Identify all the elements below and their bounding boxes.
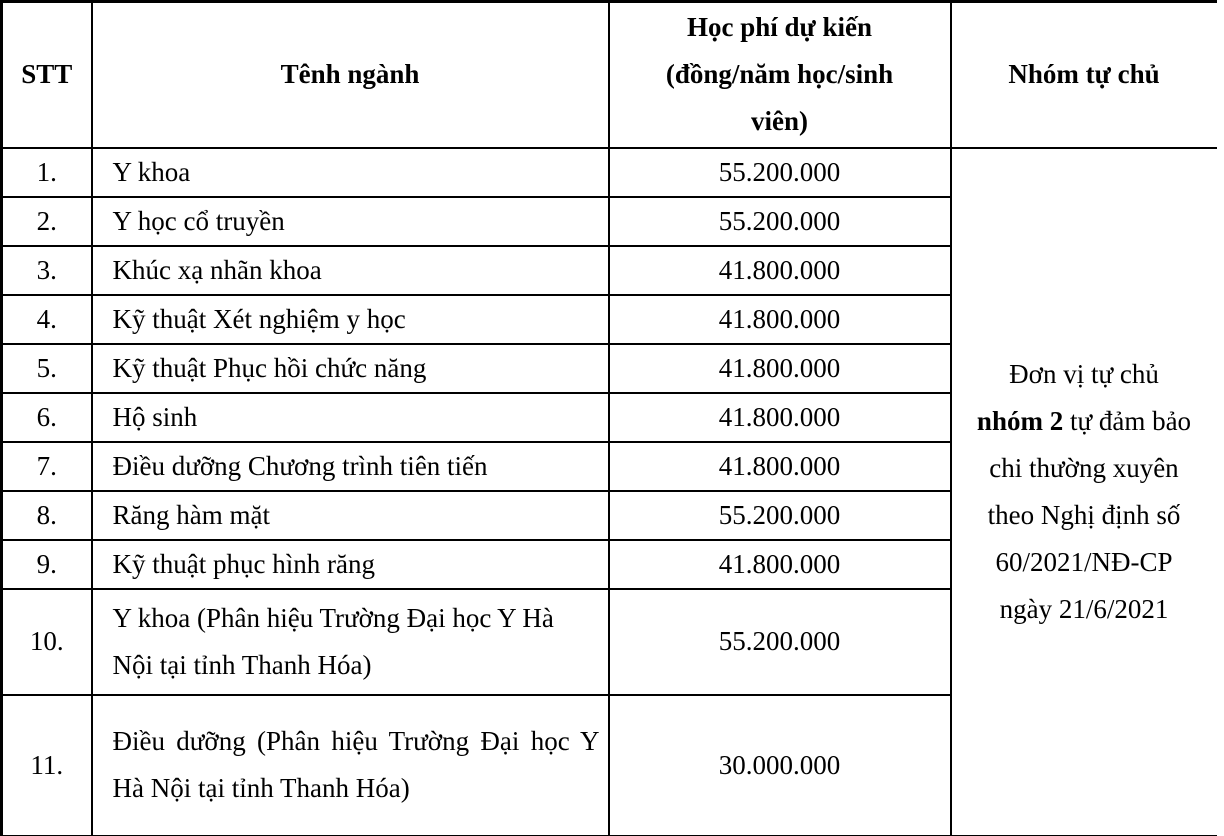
program-name-cell: Kỹ thuật phục hình răng — [92, 540, 609, 589]
program-name-cell: Hộ sinh — [92, 393, 609, 442]
tuition-fee-cell: 41.800.000 — [609, 344, 951, 393]
header-program-name-label: Tênh ngành — [280, 59, 420, 90]
stt-cell: 7. — [2, 442, 92, 491]
stt-cell: 3. — [2, 246, 92, 295]
program-name-cell: Y khoa (Phân hiệu Trường Đại học Y Hà Nội tại tỉnh Thanh Hóa) — [92, 589, 609, 695]
autonomy-note-suffix: tự đảm bảo chi thường xuyên theo Nghị định số 60/2021/NĐ-CP ngày 21/6/2021 — [987, 405, 1192, 624]
tuition-fee-cell: 55.200.000 — [609, 589, 951, 695]
autonomy-note-bold: nhóm 2 — [976, 405, 1064, 436]
stt-cell: 9. — [2, 540, 92, 589]
program-name-cell: Điều dưỡng (Phân hiệu Trường Đại học Y Hà Nội tại tỉnh Thanh Hóa) — [92, 695, 609, 836]
stt-cell: 4. — [2, 295, 92, 344]
tuition-fee-cell: 55.200.000 — [609, 197, 951, 246]
program-name-cell: Kỹ thuật Phục hồi chức năng — [92, 344, 609, 393]
header-tuition-fee-label: Học phí dự kiến (đồng/năm học/sinh viên) — [665, 12, 894, 137]
tuition-fee-cell: 55.200.000 — [609, 148, 951, 197]
header-program-name — [92, 2, 609, 148]
program-name-cell: Điều dưỡng Chương trình tiên tiến — [92, 442, 609, 491]
tuition-fee-cell: 41.800.000 — [609, 540, 951, 589]
stt-cell: 8. — [2, 491, 92, 540]
stt-cell: 11. — [2, 695, 92, 836]
tuition-fee-cell: 41.800.000 — [609, 393, 951, 442]
program-name-cell: Khúc xạ nhãn khoa — [92, 246, 609, 295]
header-stt — [2, 2, 92, 148]
tuition-fee-cell: 41.800.000 — [609, 295, 951, 344]
stt-cell: 2. — [2, 197, 92, 246]
tuition-fee-cell: 55.200.000 — [609, 491, 951, 540]
program-name-cell: Y khoa — [92, 148, 609, 197]
tuition-fee-cell: 41.800.000 — [609, 246, 951, 295]
header-row — [2, 2, 1217, 148]
autonomy-note — [977, 351, 1192, 633]
header-stt-label: STT — [21, 59, 73, 90]
table-row — [2, 148, 1217, 197]
program-name-cell: Răng hàm mặt — [92, 491, 609, 540]
tuition-fee-cell: 30.000.000 — [609, 695, 951, 836]
program-name-cell: Y học cổ truyền — [92, 197, 609, 246]
header-tuition-fee — [609, 2, 951, 148]
stt-cell: 6. — [2, 393, 92, 442]
table-body — [2, 148, 1217, 836]
stt-cell: 1. — [2, 148, 92, 197]
stt-cell: 10. — [2, 589, 92, 695]
header-autonomy-group — [951, 2, 1217, 148]
program-name-cell: Kỹ thuật Xét nghiệm y học — [92, 295, 609, 344]
stt-cell: 5. — [2, 344, 92, 393]
tuition-fee-cell: 41.800.000 — [609, 442, 951, 491]
autonomy-note-prefix: Đơn vị tự chủ — [1009, 358, 1159, 389]
header-autonomy-group-label: Nhóm tự chủ — [1008, 59, 1160, 90]
autonomy-group-cell — [951, 148, 1217, 836]
